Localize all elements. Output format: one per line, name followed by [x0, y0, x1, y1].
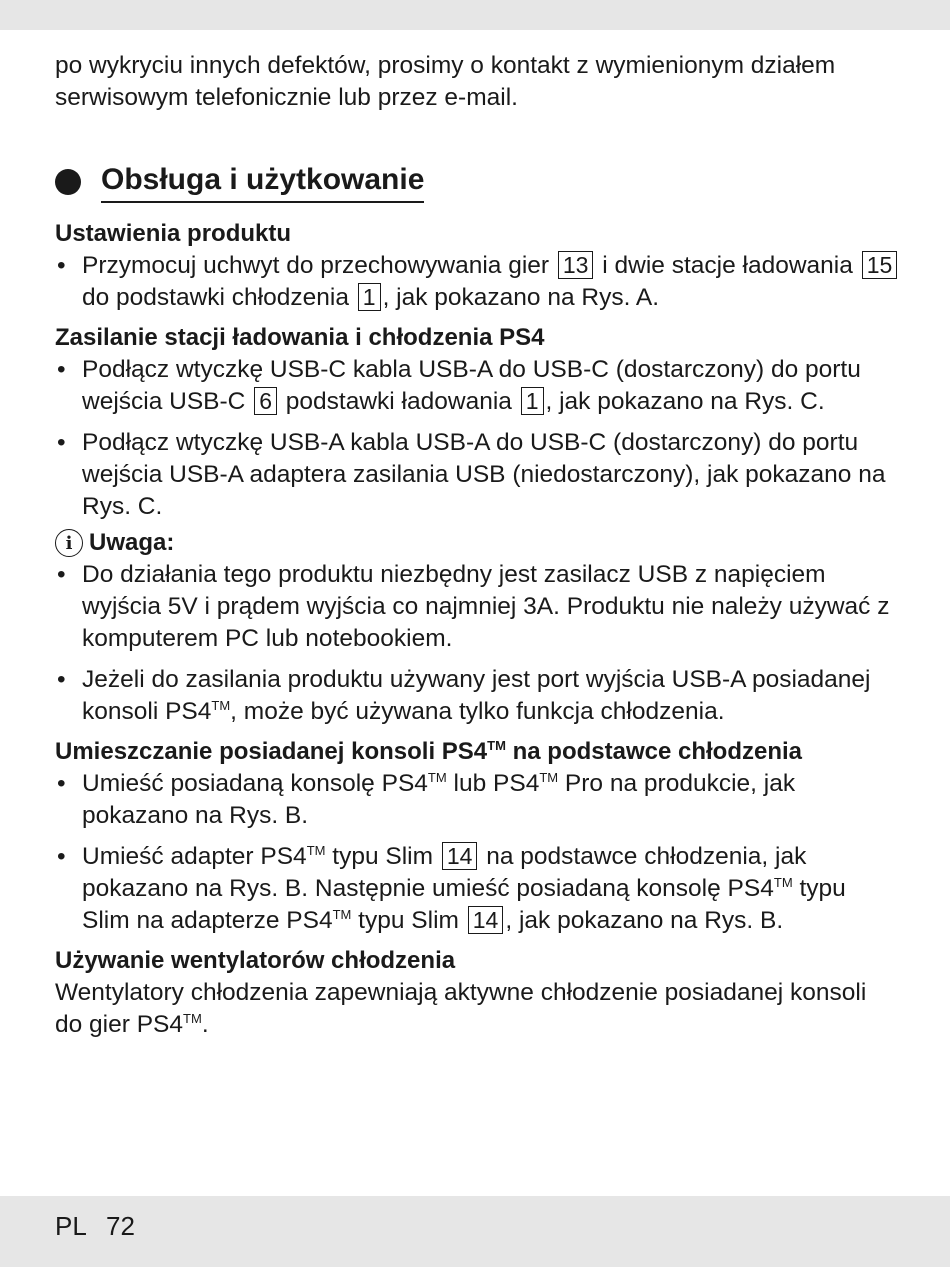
note-heading-row	[55, 527, 900, 559]
text-span: Umieść adapter PS4	[82, 843, 307, 870]
trademark-mark: TM	[211, 698, 231, 713]
list-item	[55, 664, 900, 728]
heading-text: Umieszczanie posiadanej konsoli PS4	[55, 738, 488, 765]
trademark-mark: TM	[539, 770, 559, 785]
power-list	[55, 354, 900, 523]
placement-heading	[55, 736, 900, 768]
text-span: typu Slim	[351, 907, 459, 934]
footer-language-code: PL	[55, 1211, 87, 1241]
text-span: , może być używana tylko funkcja chłodzenia.	[230, 698, 725, 725]
text-span: na podstawce chłodzenia, jak pokazano na Rys. B. Następnie umieść posiadaną konsolę PS4	[82, 843, 807, 902]
power-block	[55, 322, 900, 523]
text-span: typu Slim	[325, 843, 434, 870]
text-span: , jak pokazano na Rys. B.	[505, 907, 784, 934]
text-span: podstawki ładowania	[285, 388, 512, 415]
fans-heading: Używanie wentylatorów chłodzenia	[55, 947, 456, 974]
text-span: Wentylatory chłodzenia zapewniają aktywne chłodzenie posiadanej konsoli do gier PS4	[55, 979, 867, 1038]
text-span: do podstawki chłodzenia	[82, 284, 349, 311]
page-content	[55, 50, 900, 1041]
footer-page-number: 72	[106, 1211, 135, 1241]
placement-list	[55, 768, 900, 937]
trademark-mark: TM	[427, 770, 447, 785]
list-item	[55, 768, 900, 832]
bullet-dot-icon	[55, 169, 81, 195]
text-span: Podłącz wtyczkę USB-C kabla USB-A do USB-C (dostarczony) do portu wejścia USB-C	[82, 356, 861, 415]
note-heading: Uwaga:	[89, 529, 175, 556]
text-span: , jak pokazano na Rys. C.	[545, 388, 825, 415]
trademark-mark: TM	[183, 1011, 202, 1026]
heading-text: na podstawce chłodzenia	[505, 738, 802, 765]
placement-block	[55, 736, 900, 937]
trademark-mark: TM	[487, 738, 506, 753]
part-ref-badge: 13	[558, 251, 594, 279]
text-span: Umieść posiadaną konsolę PS4	[82, 770, 428, 797]
top-margin-bar	[0, 0, 950, 30]
part-ref-badge: 15	[862, 251, 898, 279]
list-item	[55, 250, 900, 314]
text-span: i dwie stacje ładowania	[602, 252, 853, 279]
list-item	[55, 354, 900, 418]
part-ref-badge: 6	[254, 387, 277, 415]
trademark-mark: TM	[306, 843, 326, 858]
text-span: .	[201, 1011, 209, 1038]
section-title: Obsługa i użytkowanie	[101, 161, 424, 203]
list-item: • Podłącz wtyczkę USB-A kabla USB-A do USB-C (dostarczony) do portu wejścia USB-A adaptera zasilania USB (niedostarczony), jak pokazano na Rys. C.	[55, 427, 900, 523]
note-list	[55, 559, 900, 728]
info-icon: i	[55, 529, 83, 557]
fans-block	[55, 945, 900, 1041]
fans-paragraph	[55, 977, 900, 1041]
list-item	[55, 841, 900, 937]
list-item: • Do działania tego produktu niezbędny jest zasilacz USB z napięciem wyjścia 5V i prądem wyjścia co najmniej 3A. Produktu nie należy używać z komputerem PC lub notebookiem.	[55, 559, 900, 655]
part-ref-badge: 14	[468, 906, 504, 934]
setup-heading: Ustawienia produktu	[55, 220, 292, 247]
note-block	[55, 527, 900, 728]
intro-paragraph: po wykryciu innych defektów, prosimy o kontakt z wymienionym działem serwisowym telefonicznie lub przez e-mail.	[55, 52, 836, 111]
trademark-mark: TM	[332, 907, 352, 922]
setup-list	[55, 250, 900, 314]
text-span: lub PS4	[446, 770, 540, 797]
part-ref-badge: 1	[521, 387, 544, 415]
part-ref-badge: 1	[358, 283, 381, 311]
text-span: Jeżeli do zasilania produktu używany jest port wyjścia USB-A posiadanej konsoli PS4	[82, 666, 871, 725]
setup-block	[55, 218, 900, 314]
text-span: , jak pokazano na Rys. A.	[382, 284, 660, 311]
power-heading: Zasilanie stacji ładowania i chłodzenia PS4	[55, 324, 545, 351]
part-ref-badge: 14	[442, 842, 478, 870]
trademark-mark: TM	[773, 875, 793, 890]
text-span: Pro na produkcie, jak pokazano na Rys. B.	[82, 770, 796, 829]
page-footer	[0, 1196, 950, 1267]
text-span: Przymocuj uchwyt do przechowywania gier	[82, 252, 550, 279]
section-heading-row	[55, 154, 900, 210]
text-span: typu Slim na adapterze PS4	[82, 875, 846, 934]
